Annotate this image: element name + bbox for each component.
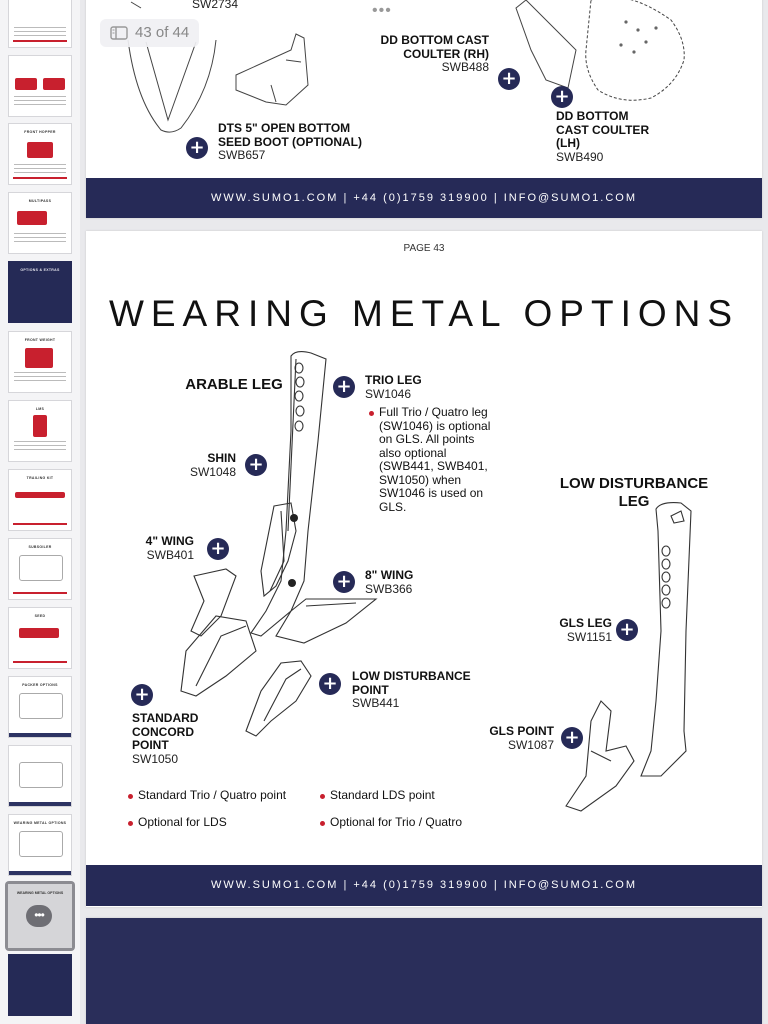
part-name: 4" WING <box>145 534 194 548</box>
thumbnail-page-11[interactable] <box>8 676 72 738</box>
eight-inch-wing-label <box>365 569 413 596</box>
page-44 <box>86 918 762 1024</box>
thumbnail-title: FRONT HOPPER <box>24 130 56 134</box>
thumbnail-page-9[interactable] <box>8 538 72 600</box>
wearing-metal-drawing <box>86 231 762 907</box>
part-code: SWB441 <box>352 696 400 710</box>
legend-item: Standard LDS point <box>330 788 435 802</box>
add-part-button[interactable]: + <box>551 86 573 108</box>
add-part-button[interactable]: + <box>498 68 520 90</box>
add-gls-point-button[interactable]: + <box>561 727 583 749</box>
part-code: SW1050 <box>132 751 179 766</box>
legend-bullet <box>128 794 133 799</box>
part-code: SWB657 <box>218 148 266 162</box>
thumbnail-page-10[interactable] <box>8 607 72 669</box>
page-footer: WWW.SUMO1.COM | +44 (0)1759 319900 | INFO@SUMO1.COM <box>86 865 762 906</box>
part-code: SWB366 <box>365 581 413 596</box>
thumbnail-title: WEARING METAL OPTIONS <box>16 891 64 895</box>
thumbnail-sidebar <box>0 0 80 1024</box>
thumbnail-title: WEARING METAL OPTIONS <box>13 821 67 825</box>
shin-label <box>176 452 236 479</box>
part-name: 8" WING <box>365 568 414 582</box>
part-code: SW1048 <box>189 464 236 479</box>
dts-seed-boot-label <box>218 122 368 163</box>
thumbnail-page-5[interactable] <box>8 261 72 323</box>
part-code: SW1046 <box>365 386 412 401</box>
thumbnail-page-44[interactable] <box>8 954 72 1016</box>
thumbnail-more-icon[interactable]: ••• <box>26 905 52 927</box>
standard-concord-point-label <box>132 712 212 766</box>
add-gls-leg-button[interactable]: + <box>616 619 638 641</box>
page-label: PAGE 43 <box>403 243 445 254</box>
add-eight-inch-wing-button[interactable]: + <box>333 571 355 593</box>
add-part-button[interactable]: + <box>186 137 208 159</box>
thumbnail-title: PACKER OPTIONS <box>22 683 58 687</box>
dd-bottom-coulter-rh-label <box>376 34 489 75</box>
part-name: SHIN <box>207 451 236 465</box>
add-trio-leg-button[interactable]: + <box>333 376 355 398</box>
page-footer: WWW.SUMO1.COM | +44 (0)1759 319900 | INFO@SUMO1.COM <box>86 178 762 218</box>
thumbnail-page-8[interactable] <box>8 469 72 531</box>
thumbnail-title: LMS <box>35 407 45 411</box>
part-name: STANDARD CONCORD POINT <box>132 711 199 752</box>
add-four-inch-wing-button[interactable]: + <box>207 538 229 560</box>
four-inch-wing-label <box>126 535 194 562</box>
low-disturbance-point-label <box>352 670 472 711</box>
part-name: GLS POINT <box>489 724 554 738</box>
arable-leg-title: ARABLE LEG <box>185 376 283 393</box>
more-dots-icon[interactable]: ••• <box>372 2 392 19</box>
thumbnail-title: OPTIONS & EXTRAS <box>20 268 60 272</box>
gls-point-label <box>476 725 554 752</box>
part-code: SWB488 <box>441 60 489 74</box>
thumbnail-title: TRAILING KIT <box>26 476 54 480</box>
trio-leg-note: Full Trio / Quatro leg (SW1046) is optional on GLS. All points also optional (SWB441, SWB401, SW1050) when SW1046 is used on GLS. <box>379 405 491 514</box>
part-name: DTS 5" OPEN BOTTOM SEED BOOT (OPTIONAL) <box>218 121 362 149</box>
thumbnail-page-13[interactable] <box>8 814 72 876</box>
part-code: SW1087 <box>507 737 554 752</box>
thumbnail-page-6[interactable] <box>8 331 72 393</box>
legend-bullet <box>320 794 325 799</box>
thumbnail-page-3[interactable] <box>8 123 72 185</box>
thumbnail-page-2[interactable] <box>8 55 72 117</box>
page-title: WEARING METAL OPTIONS <box>108 293 740 334</box>
page-counter[interactable] <box>100 19 199 47</box>
part-name: DD BOTTOM CAST COULTER (RH) <box>380 33 489 61</box>
trio-leg-label <box>365 374 422 401</box>
thumbnail-title: FRONT WEIGHT <box>24 338 56 342</box>
thumbnail-title: MULTIPASS <box>28 199 52 203</box>
note-bullet <box>369 411 374 416</box>
part-name: TRIO LEG <box>365 373 422 387</box>
part-name: LOW DISTURBANCE POINT <box>352 669 471 697</box>
add-low-disturbance-point-button[interactable]: + <box>319 673 341 695</box>
thumbnail-title: SUBSOILER <box>28 545 52 549</box>
dd-bottom-coulter-lh-label <box>556 110 656 164</box>
thumbnail-page-7[interactable] <box>8 400 72 462</box>
page-counter-text: 43 of 44 <box>135 24 190 41</box>
thumbnail-title: SEED <box>34 614 46 618</box>
add-shin-button[interactable]: + <box>245 454 267 476</box>
thumbnail-page-4[interactable] <box>8 192 72 254</box>
thumbnail-page-12[interactable] <box>8 745 72 807</box>
part-code: SW1151 <box>566 629 612 644</box>
legend-item: Optional for LDS <box>138 815 227 829</box>
legend-item: Optional for Trio / Quatro <box>330 815 463 829</box>
part-code: SWB401 <box>146 547 194 562</box>
part-name: DD BOTTOM CAST COULTER (LH) <box>556 109 650 150</box>
page-43 <box>86 231 762 907</box>
legend-item: Standard Trio / Quatro point <box>138 788 287 802</box>
gls-leg-label <box>546 617 612 644</box>
low-disturbance-leg-title: LOW DISTURBANCE LEG <box>559 475 709 510</box>
prev-part-code: SW2734 <box>192 0 239 11</box>
add-standard-concord-point-button[interactable]: + <box>131 684 153 706</box>
part-name: GLS LEG <box>559 616 612 630</box>
sidebar-toggle-icon[interactable] <box>110 26 128 40</box>
legend-bullet <box>128 821 133 826</box>
part-code: SWB490 <box>556 149 604 164</box>
thumbnail-page-1[interactable] <box>8 0 72 48</box>
legend-bullet <box>320 821 325 826</box>
